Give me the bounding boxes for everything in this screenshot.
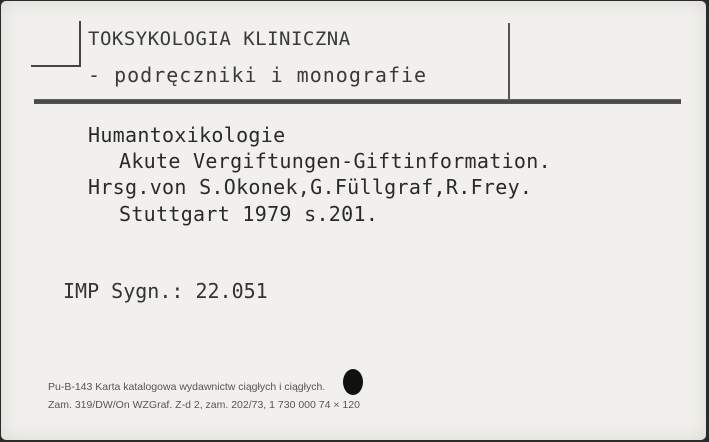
- header-rule-left: [31, 65, 81, 67]
- footer-line-1: Pu-B-143 Karta katalogowa wydawnictw ciągłych i ciągłych.: [48, 381, 326, 393]
- entry-title: Humantoxikologie: [88, 123, 286, 147]
- header-divider-right: [508, 23, 510, 99]
- entry-subtitle: Akute Vergiftungen-Giftinformation.: [119, 149, 551, 173]
- footer-line-2: Zam. 319/DW/On WZGraf. Z-d 2, zam. 202/73, 1 730 000 74 × 120: [48, 399, 360, 411]
- section-title: TOKSYKOLOGIA KLINICZNA: [88, 28, 351, 50]
- header-rule: [34, 99, 681, 104]
- entry-imprint: Stuttgart 1979 s.201.: [119, 202, 379, 226]
- catalog-card: [1, 1, 706, 440]
- header-divider-left: [79, 21, 81, 67]
- entry-editors: Hrsg.von S.Okonek,G.Füllgraf,R.Frey.: [88, 175, 533, 199]
- punch-hole: [343, 369, 363, 395]
- call-number: IMP Sygn.: 22.051: [63, 279, 268, 303]
- section-subtitle: - podręczniki i monografie: [88, 63, 428, 87]
